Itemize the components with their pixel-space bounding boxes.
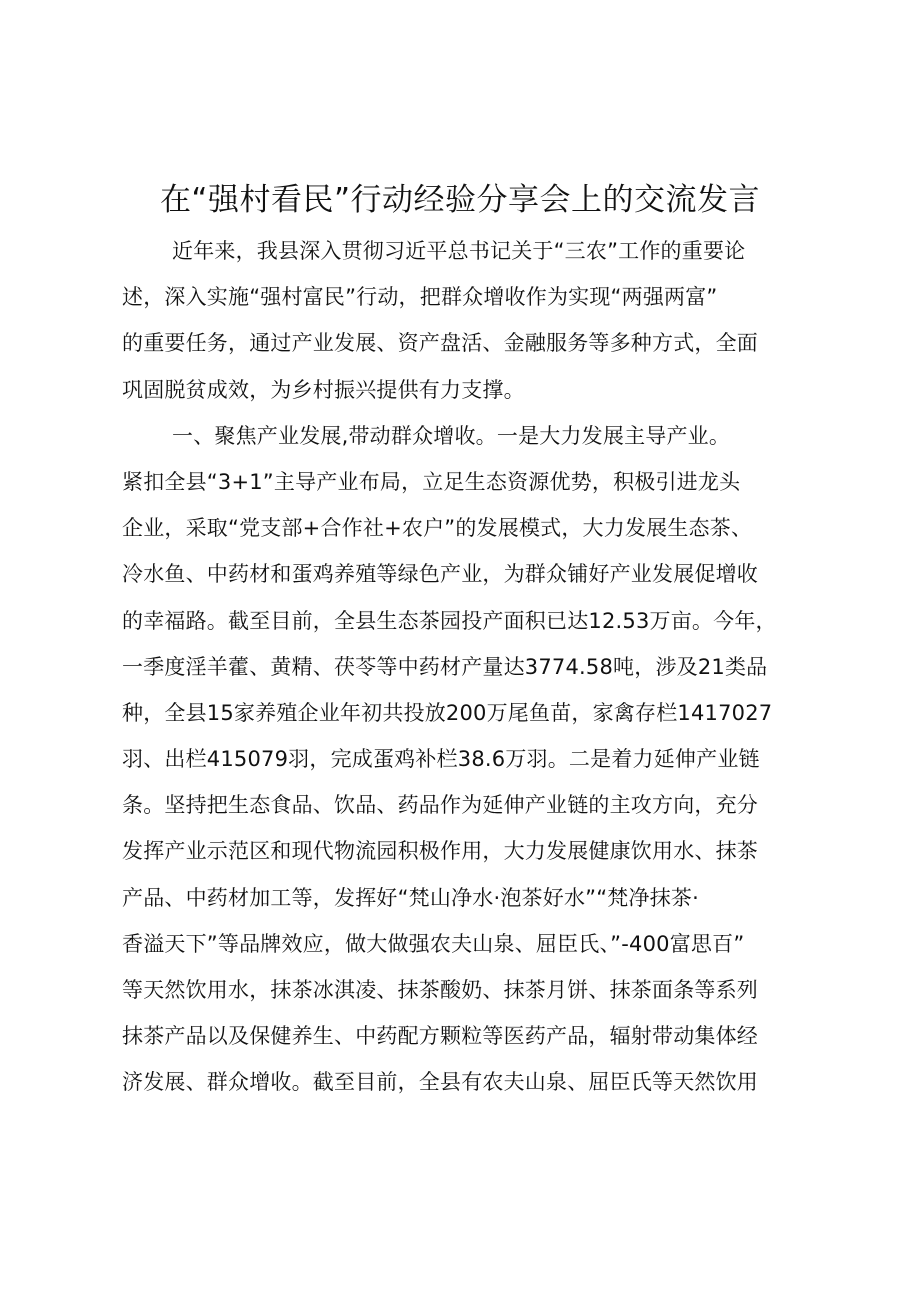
body-line: 抹茶产品以及保健养生、中药配方颗粒等医药产品，辐射带动集体经 <box>122 1024 758 1049</box>
body-line: 述，深入实施“强村富民”行动，把群众增收作为实现“两强两富” <box>122 285 718 310</box>
document-body <box>122 228 812 1106</box>
body-line: 香溢天下”等品牌效应，做大做强农夫山泉、屈臣氏、”-400富思百” <box>122 931 745 956</box>
document-title: 在“强村看民”行动经验分享会上的交流发言 <box>159 182 761 218</box>
body-line: 种，全县15家养殖企业年初共投放200万尾鱼苗，家禽存栏1417027 <box>122 700 773 725</box>
body-line: 紧扣全县“3+1”主导产业布局，立足生态资源优势，积极引进龙头 <box>122 469 741 494</box>
body-line: 企业，采取“党支部+合作社+农户”的发展模式，大力发展生态茶、 <box>122 516 753 541</box>
body-line: 一季度淫羊藿、黄精、茯苓等中药材产量达3774.58吨，涉及21类品 <box>122 654 768 679</box>
body-line: 的重要任务，通过产业发展、资产盘活、金融服务等多种方式，全面 <box>122 331 758 356</box>
body-line: 巩固脱贫成效，为乡村振兴提供有力支撑。 <box>122 377 525 402</box>
body-line: 的幸福路。截至目前，全县生态茶园投产面积已达12.53万亩。今年， <box>122 608 777 633</box>
body-line: 一、聚焦产业发展,带动群众增收。一是大力发展主导产业。 <box>172 423 731 448</box>
body-line: 发挥产业示范区和现代物流园积极作用，大力发展健康饮用水、抹茶 <box>122 839 758 864</box>
body-line: 羽、出栏415079羽，完成蛋鸡补栏38.6万羽。二是着力延伸产业链 <box>122 747 760 772</box>
body-line: 近年来，我县深入贯彻习近平总书记关于“三农”工作的重要论 <box>172 239 746 263</box>
body-line: 等天然饮用水，抹茶冰淇凌、抹茶酸奶、抹茶月饼、抹茶面条等系列 <box>122 978 758 1002</box>
body-line: 济发展、群众增收。截至目前，全县有农夫山泉、屈臣氏等天然饮用 <box>122 1070 758 1095</box>
body-line: 冷水鱼、中药材和蛋鸡养殖等绿色产业，为群众铺好产业发展促增收 <box>122 562 758 587</box>
body-line: 产品、中药材加工等，发挥好“梵山净水·泡茶好水”“梵净抹茶· <box>122 885 699 910</box>
body-line: 条。坚持把生态食品、饮品、药品作为延伸产业链的主攻方向，充分 <box>122 793 758 818</box>
